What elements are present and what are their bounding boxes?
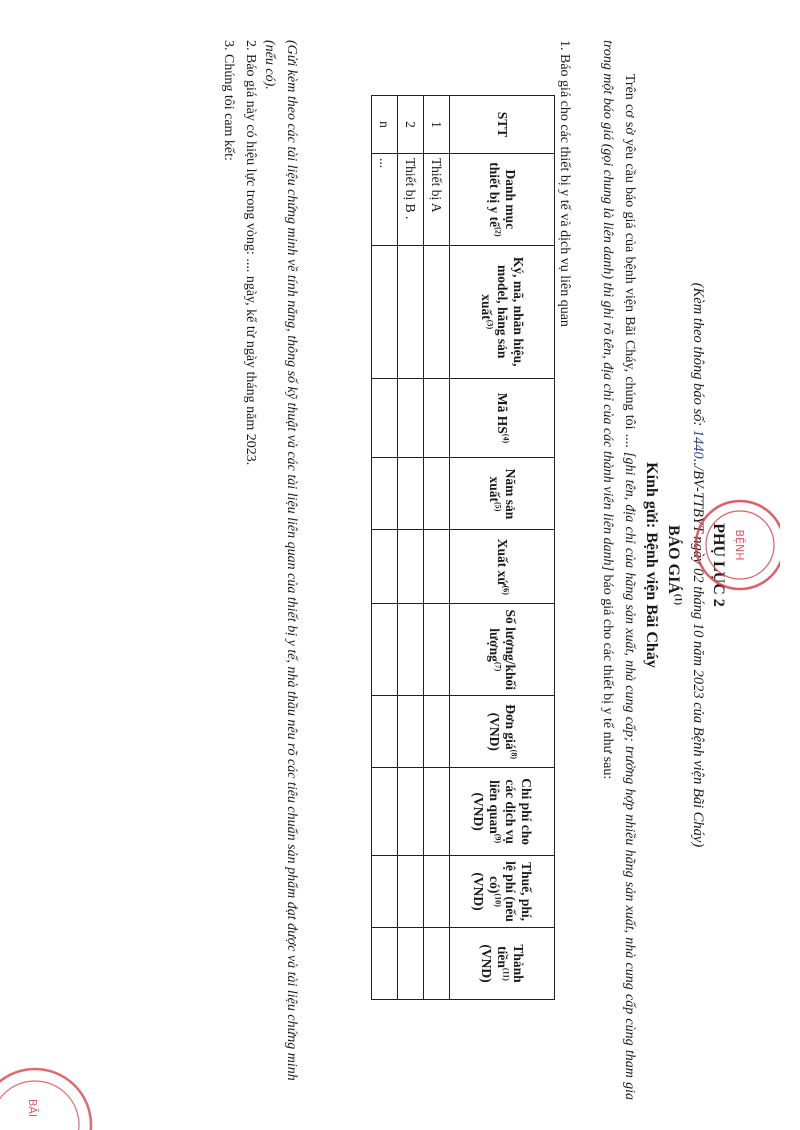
quote-heading (664, 0, 682, 1130)
header-label: Năm sản xuất (487, 468, 518, 520)
header-suffix: (VND) (471, 872, 486, 911)
cell-empty (372, 378, 398, 458)
cell-empty (372, 768, 398, 856)
hospital-stamp-top (690, 485, 780, 605)
cell-empty (424, 530, 450, 604)
cell-stt: 1 (424, 96, 450, 154)
hospital-stamp-edge (0, 1050, 95, 1130)
section-1-heading: 1. Báo giá cho các thiết bị y tế và dịch vụ liên quan (557, 40, 572, 327)
cell-empty (372, 928, 398, 1000)
quote-table (371, 95, 555, 1000)
header-note: (2) (493, 227, 503, 237)
subtitle-prefix: (Kèm theo thông báo số: (690, 282, 706, 430)
header-label: STT (495, 111, 510, 138)
header-label: Đơn giá (503, 704, 518, 750)
subtitle-suffix: ../BV-TTBYT ngày 02 tháng 10 năm 2023 của Bệnh viện Bãi Cháy) (690, 458, 706, 848)
cell-empty (424, 245, 450, 378)
header-quantity (450, 604, 555, 696)
header-suffix: (VND) (471, 792, 486, 831)
cell-device-name: Thiết bị A (424, 153, 450, 245)
header-label: Thuế, phí, lệ phí (nếu có) (487, 861, 534, 922)
attachment-note: (Gửi kèm theo các tài liệu chứng minh về tính năng, thông số kỹ thuật và các tài liệu liên quan của thiết bị y tế, nhà thầu nêu rõ các tiêu chuẩn sản phẩm đạt được và tài liệu chứng minh (nếu có). (262, 40, 299, 1081)
cell-empty (372, 458, 398, 530)
header-note: (8) (509, 749, 519, 760)
cell-empty (424, 458, 450, 530)
header-note: (7) (493, 661, 503, 672)
header-hs-code (450, 378, 555, 458)
cell-empty (424, 928, 450, 1000)
cell-empty (398, 378, 424, 458)
cell-empty (424, 604, 450, 696)
header-suffix: (VND) (479, 944, 494, 983)
cell-device-name: ... (372, 153, 398, 245)
header-label: Chi phí cho các dịch vụ liên quan (487, 778, 534, 845)
cell-empty (398, 856, 424, 928)
cell-empty (398, 768, 424, 856)
header-suffix: (VND) (487, 712, 502, 751)
header-label: Số lượng/khối lượng (487, 609, 518, 691)
cell-stt: 2 (398, 96, 424, 154)
stamp-edge-text: BÃI (26, 1098, 39, 1118)
cell-empty (398, 928, 424, 1000)
intro-part3: báo giá cho các thiết bị y tế như sau: (600, 571, 615, 780)
quote-heading-text: BÁO GIÁ (665, 524, 682, 594)
cell-empty (424, 768, 450, 856)
commitment-statement: 3. Chúng tôi cam kết: (221, 40, 236, 161)
cell-stt: n (372, 96, 398, 154)
header-note: (3) (485, 319, 495, 330)
cell-device-name: Thiết bị B . (398, 153, 424, 245)
intro-part1: Trên cơ sở yêu cầu báo giá của bệnh viện Bãi Cháy, chúng tôi .... (622, 73, 637, 453)
header-label: Xuất xứ (495, 538, 510, 586)
intro-paragraph (596, 40, 640, 1100)
quote-heading-note: (1) (672, 593, 684, 606)
handwritten-reference-number: 1440 (690, 429, 706, 459)
header-label: Ký, mã, nhãn hiệu, model, hãng sản xuất (479, 256, 526, 367)
cell-empty (424, 856, 450, 928)
cell-empty (372, 604, 398, 696)
header-total (450, 928, 555, 1000)
cell-empty (372, 696, 398, 768)
header-label: Thành tiền (495, 944, 526, 983)
cell-empty (398, 458, 424, 530)
header-tax-fee (450, 856, 555, 928)
cell-empty (424, 696, 450, 768)
header-note: (5) (493, 501, 503, 512)
header-manufacture-year (450, 458, 555, 530)
table-row (424, 96, 450, 1000)
cell-empty (398, 245, 424, 378)
header-brand-model (450, 245, 555, 378)
header-note: (9) (493, 833, 503, 844)
header-note: (11) (501, 967, 511, 981)
header-stt (450, 96, 555, 154)
header-note: (6) (501, 585, 511, 595)
table-header-row (450, 96, 555, 1000)
header-service-cost (450, 768, 555, 856)
header-label: Mã HS (495, 392, 510, 434)
header-note: (10) (493, 893, 503, 907)
header-note: (4) (501, 433, 511, 444)
header-device-list (450, 153, 555, 245)
recipient-line: Kính gửi: Bệnh viện Bãi Cháy (643, 462, 660, 668)
cell-empty (424, 378, 450, 458)
cell-empty (398, 696, 424, 768)
cell-empty (398, 604, 424, 696)
cell-empty (372, 856, 398, 928)
cell-empty (372, 530, 398, 604)
appendix-title: PHỤ LỤC 2 (710, 523, 727, 607)
validity-statement: 2. Báo giá này có hiệu lực trong vòng: .... ngày, kể từ ngày tháng năm 2023. (243, 40, 258, 466)
header-unit-price (450, 696, 555, 768)
header-origin (450, 530, 555, 604)
header-label: Danh mục thiết bị y tế (487, 162, 518, 230)
cell-empty (372, 245, 398, 378)
table-row (372, 96, 398, 1000)
cell-empty (398, 530, 424, 604)
intro-part2: [ghi tên, địa chỉ của hãng sản xuất, nhà cung cấp; trường hợp nhiều hãng sản xuất, nhà cung cấp cùng tham gia trong một báo giá (gọi chung là liên danh) thì ghi rõ tên, địa chỉ của các thành viên liên danh] (600, 40, 637, 1100)
stamp-top-text: BỆNH (733, 529, 746, 561)
table-row (398, 96, 424, 1000)
